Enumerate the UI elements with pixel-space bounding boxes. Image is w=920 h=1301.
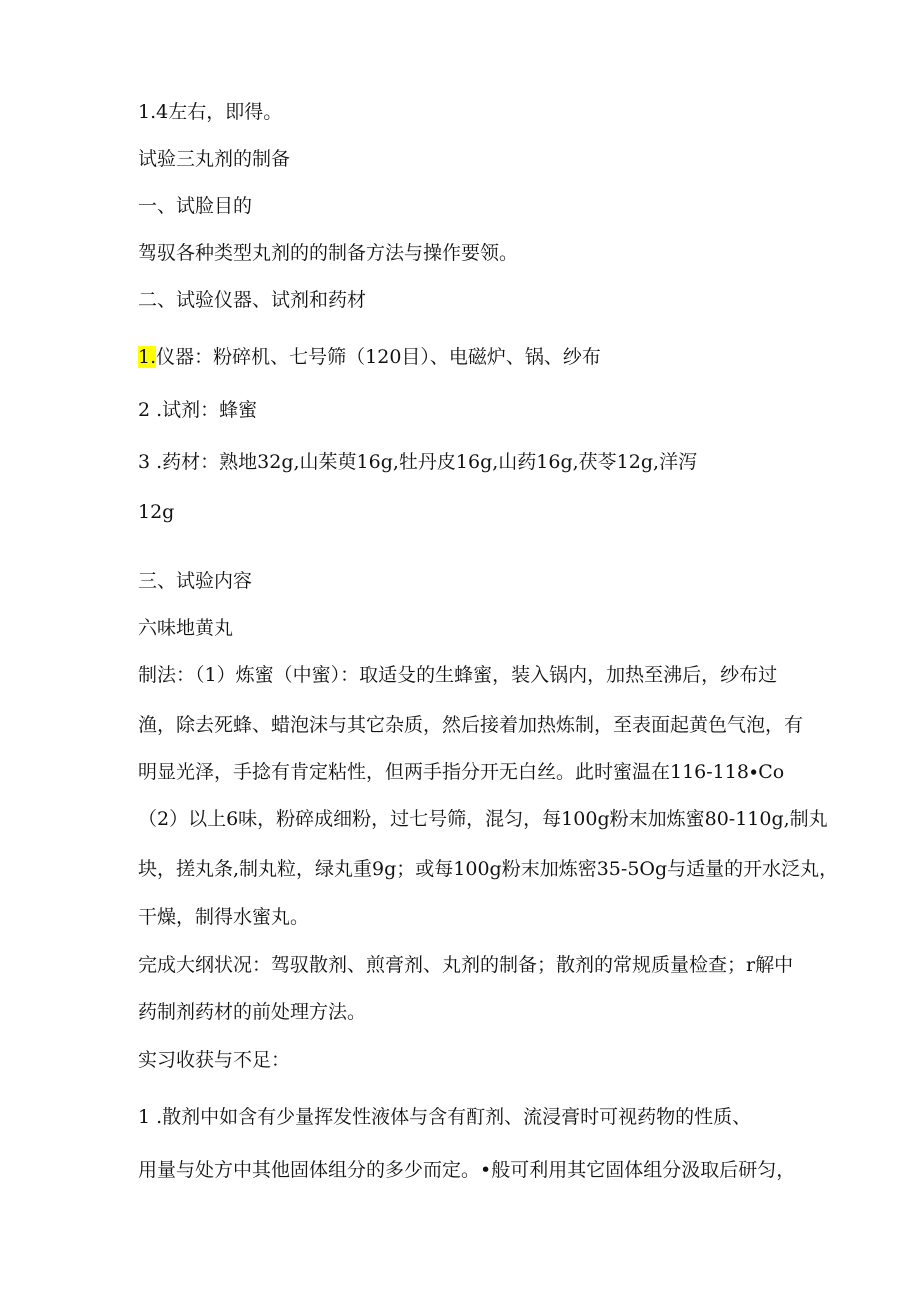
paragraph-line: 制法：（1）炼蜜（中蜜）：取适殳的生蜂蜜，装入锅内，加热至沸后，纱布过 [138,664,778,686]
heading-purpose: 一、试脸目的 [138,195,253,217]
text-line: 1.4左右，即得。 [138,101,283,123]
highlight-mark: 1. [138,346,157,368]
paragraph-line: 干燥，制得水蜜丸。 [138,906,310,928]
paragraph-line: 用量与处方中其他固体组分的多少而定。•般可利用其它固体组分汲取后研匀， [138,1159,796,1181]
text-line: 驾驭各种类型丸剂的的制备方法与操作要领。 [138,242,519,264]
paragraph-line: （2）以上6味，粉碎成细粉，过七号筛，混匀，每100g粉末加炼蜜80-110g,制丸 [138,808,828,830]
paragraph-line: 药制剂药材的前处理方法。 [138,1001,367,1023]
text-line: 12g [138,501,175,523]
heading-content: 三、试验内容 [138,570,253,592]
recipe-title: 六味地黄丸 [138,617,234,639]
paragraph-line: 明显光泽，手捻有肯定粘性，但两手指分开无白丝。此时蜜温在116-118∙Co [138,761,785,783]
heading-materials: 二、试验仪器、试剂和药材 [138,289,367,311]
list-item-herbs: 3 .药材：熟地32g,山茱萸16g,牡丹皮16g,山药16g,茯苓12g,洋泻 [138,451,698,473]
list-item-instruments [138,344,601,370]
paragraph-line: 块，搓丸条,制丸粒，绿丸重9g；或每100g粉末加炼密35-5Og与适量的开水泛丸， [138,858,839,880]
list-item-summary: 1 .散剂中如含有少量挥发性液体与含有酊剂、流浸膏时可视药物的性质、 [138,1106,752,1128]
section-title: 试验三丸剂的制备 [138,148,291,170]
paragraph-line: 渔，除去死蜂、蜡泡沫与其它杂质，然后接着加热炼制，至表面起黄色气泡，有 [138,714,804,736]
paragraph-line: 完成大纲状况：驾驭散剂、煎膏剂、丸剂的制备；散剂的常规质量检查；r解中 [138,954,794,976]
list-item-text: 仪器：粉碎机、七号筛（120目）、电磁炉、锅、纱布 [156,346,601,368]
heading-summary: 实习收获与不足： [138,1049,291,1071]
list-item-reagents: 2 .试剂：蜂蜜 [138,399,258,421]
